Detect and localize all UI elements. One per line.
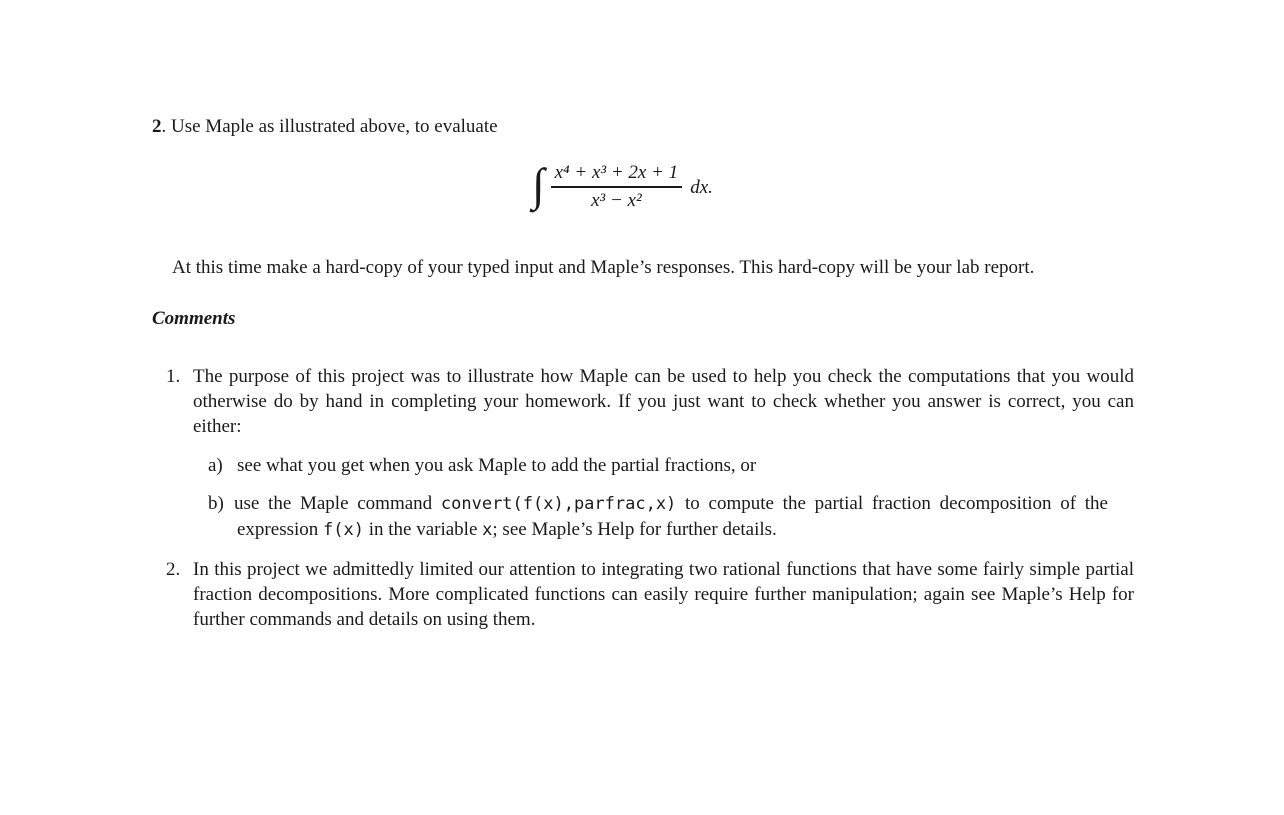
fraction-denominator: x³ − x² <box>591 189 642 211</box>
text-segment: in the variable <box>363 519 483 540</box>
comments-list <box>152 364 1134 632</box>
text-segment: use the Maple command <box>234 493 441 514</box>
fraction-bar <box>551 186 683 187</box>
document-page <box>152 114 1134 646</box>
text-segment: to compute the partial fraction decomposition of the expression <box>237 493 1108 540</box>
sub-list-item-text <box>234 491 1108 543</box>
integral-symbol: ∫ <box>532 159 545 210</box>
sub-list-marker: a) <box>208 455 223 476</box>
integral-equation <box>152 143 1134 243</box>
list-item-text: In this project we admittedly limited our attention to integrating two rational functions that have some fairly simple partial fraction decompositions. More complicated functions can easily require further manipulation; again see Maple’s Help for further commands and details on using them. <box>193 559 1134 630</box>
code-expression: f(x) <box>323 520 364 540</box>
sub-list-marker: b) <box>208 493 224 514</box>
comments-heading: Comments <box>152 308 236 329</box>
list-item <box>152 557 1134 632</box>
list-item <box>152 364 1134 543</box>
sub-list-item-text: see what you get when you ask Maple to add the partial fractions, or <box>237 455 757 476</box>
differential: dx. <box>690 176 713 198</box>
report-paragraph: At this time make a hard-copy of your typed input and Maple’s responses. This hard-copy will be your lab report. <box>172 257 1035 278</box>
list-marker: 2. <box>166 559 181 580</box>
sub-list <box>193 453 1134 543</box>
code-convert-command: convert(f(x),parfrac,x) <box>440 494 677 514</box>
problem-text: . Use Maple as illustrated above, to evaluate <box>161 116 498 137</box>
integrand-fraction <box>551 161 683 212</box>
code-variable: x <box>482 520 493 540</box>
problem-statement <box>152 114 1134 139</box>
fraction-numerator: x⁴ + x³ + 2x + 1 <box>554 162 679 184</box>
sub-list-item <box>152 491 1108 543</box>
list-marker: 1. <box>166 366 181 387</box>
sub-list-item <box>152 453 1108 478</box>
list-item-text: The purpose of this project was to illustrate how Maple can be used to help you check the computations that you would otherwise do by hand in completing your homework. If you just want to check whether you answer is correct, you can either: <box>193 366 1134 437</box>
text-segment: ; see Maple’s Help for further details. <box>492 519 777 540</box>
problem-number: 2 <box>152 116 162 137</box>
